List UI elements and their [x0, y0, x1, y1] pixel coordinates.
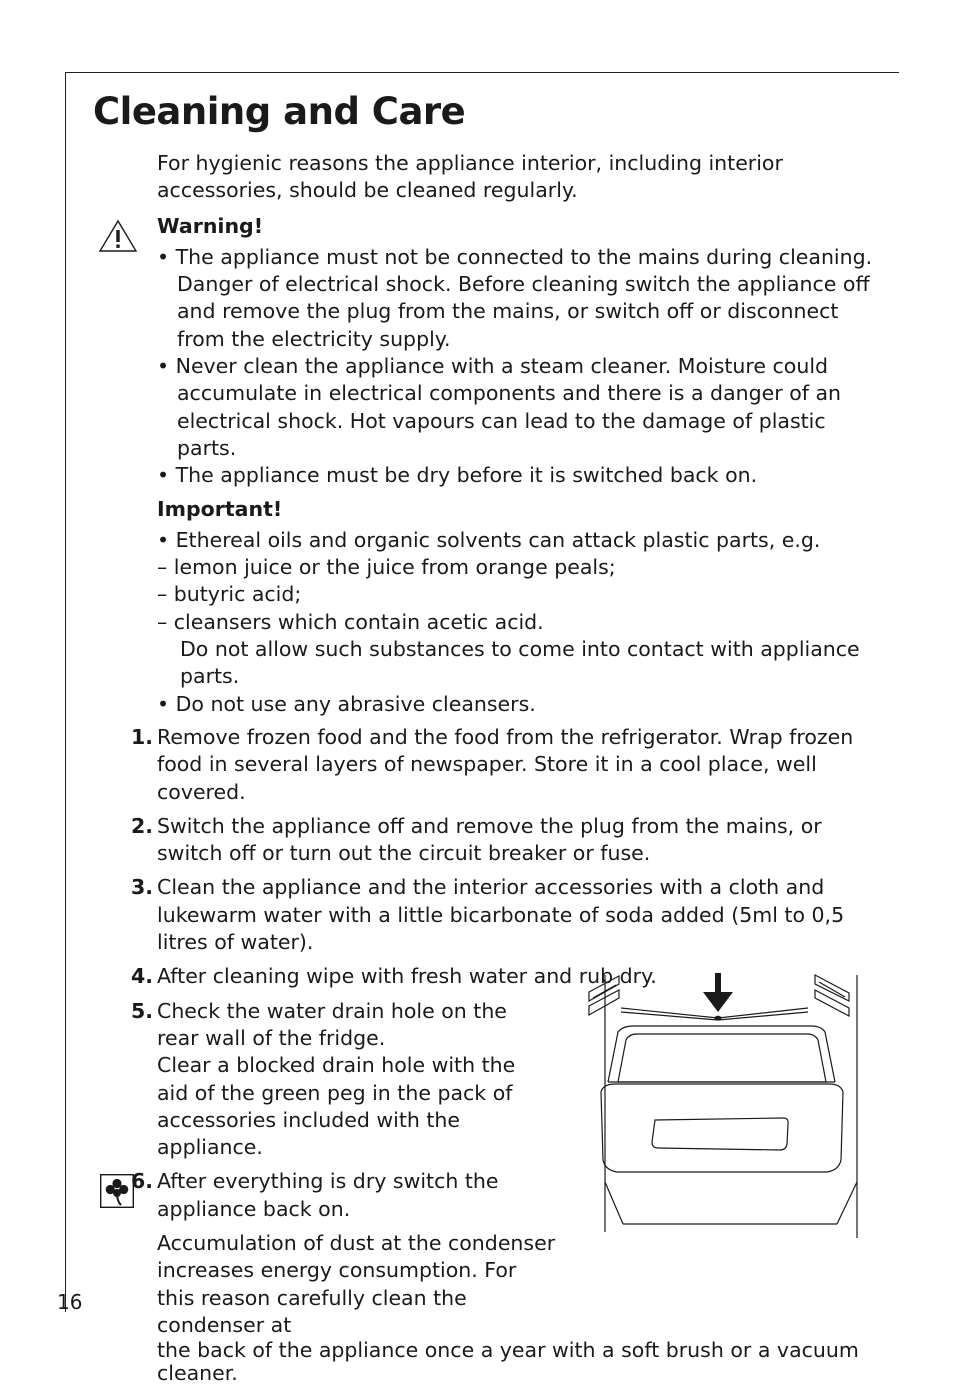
- left-rule: [65, 72, 66, 1312]
- warning-bullet: • The appliance must be dry before it is switched back on.: [157, 463, 758, 488]
- step-text: After cleaning wipe with fresh water and rub dry.: [157, 964, 657, 989]
- important-section: [157, 496, 875, 718]
- warning-triangle-icon: [98, 219, 138, 253]
- important-dash-item: – cleansers which contain acetic acid.: [157, 609, 544, 634]
- step-5: [131, 998, 552, 1162]
- step-text: Switch the appliance off and remove the plug from the mains, or switch off or turn out the circuit breaker or fuse.: [157, 813, 822, 866]
- warning-label: Warning!: [157, 213, 264, 238]
- step-text: Remove frozen food and the food from the refrigerator. Wrap frozen food in several layers of newspaper. Store it in a cool place, well covered.: [157, 724, 854, 804]
- step-text: After everything is dry switch the appliance back on.: [157, 1169, 499, 1221]
- step-text-continued: Clear a blocked drain hole with the aid of the green peg in the pack of accessories included with the appliance.: [157, 1053, 516, 1160]
- page-number: 16: [57, 1290, 83, 1314]
- warning-bullet: • Never clean the appliance with a steam cleaner. Moisture could accumulate in electrical components and there is a danger of an electrical shock. Hot vapours can lead to the damage of plastic parts.: [157, 354, 842, 460]
- important-bullet: • Ethereal oils and organic solvents can attack plastic parts, e.g.: [157, 527, 821, 552]
- intro-paragraph: For hygienic reasons the appliance interior, including interior accessories, should be cleaned regularly.: [157, 151, 783, 203]
- step-6: [131, 1168, 552, 1223]
- environment-clover-icon: [100, 1174, 134, 1208]
- energy-tip: [157, 1230, 875, 1385]
- step-number: 1.: [131, 724, 154, 749]
- important-dash-item: – lemon juice or the juice from orange peals;: [157, 555, 616, 580]
- important-bullet: • Do not use any abrasive cleansers.: [157, 691, 536, 716]
- energy-tip-text-continued: the back of the appliance once a year with a soft brush or a vacuum cleaner.: [157, 1338, 859, 1385]
- top-rule: [65, 72, 899, 73]
- step-text: Check the water drain hole on the rear wall of the fridge.: [157, 998, 507, 1050]
- step-3: [131, 874, 875, 956]
- warning-section: [157, 213, 875, 490]
- important-note: Do not allow such substances to come into contact with appliance parts.: [180, 637, 860, 689]
- step-number: 5.: [131, 998, 154, 1023]
- energy-tip-text: Accumulation of dust at the condenser increases energy consumption. For this reason carefully clean the condenser at: [157, 1230, 556, 1337]
- important-dash-item: – butyric acid;: [157, 582, 302, 607]
- step-text: Clean the appliance and the interior accessories with a cloth and lukewarm water with a little bicarbonate of soda added (5ml to 0,5 litres of water).: [157, 875, 845, 955]
- step-number: 3.: [131, 875, 154, 900]
- step-number: 4.: [131, 964, 154, 989]
- step-1: [131, 724, 875, 806]
- fridge-drain-hole-illustration: [583, 970, 858, 1240]
- warning-bullet: • The appliance must not be connected to the mains during cleaning. Danger of electrical shock. Before cleaning switch the appliance off and remove the plug from the mains, or switch off or disconnect from the electricity supply.: [157, 244, 873, 351]
- page-title: Cleaning and Care: [93, 90, 466, 133]
- step-number: 2.: [131, 813, 154, 838]
- step-2: [131, 813, 875, 868]
- important-label: Important!: [157, 496, 283, 521]
- step-number: 6.: [131, 1169, 154, 1194]
